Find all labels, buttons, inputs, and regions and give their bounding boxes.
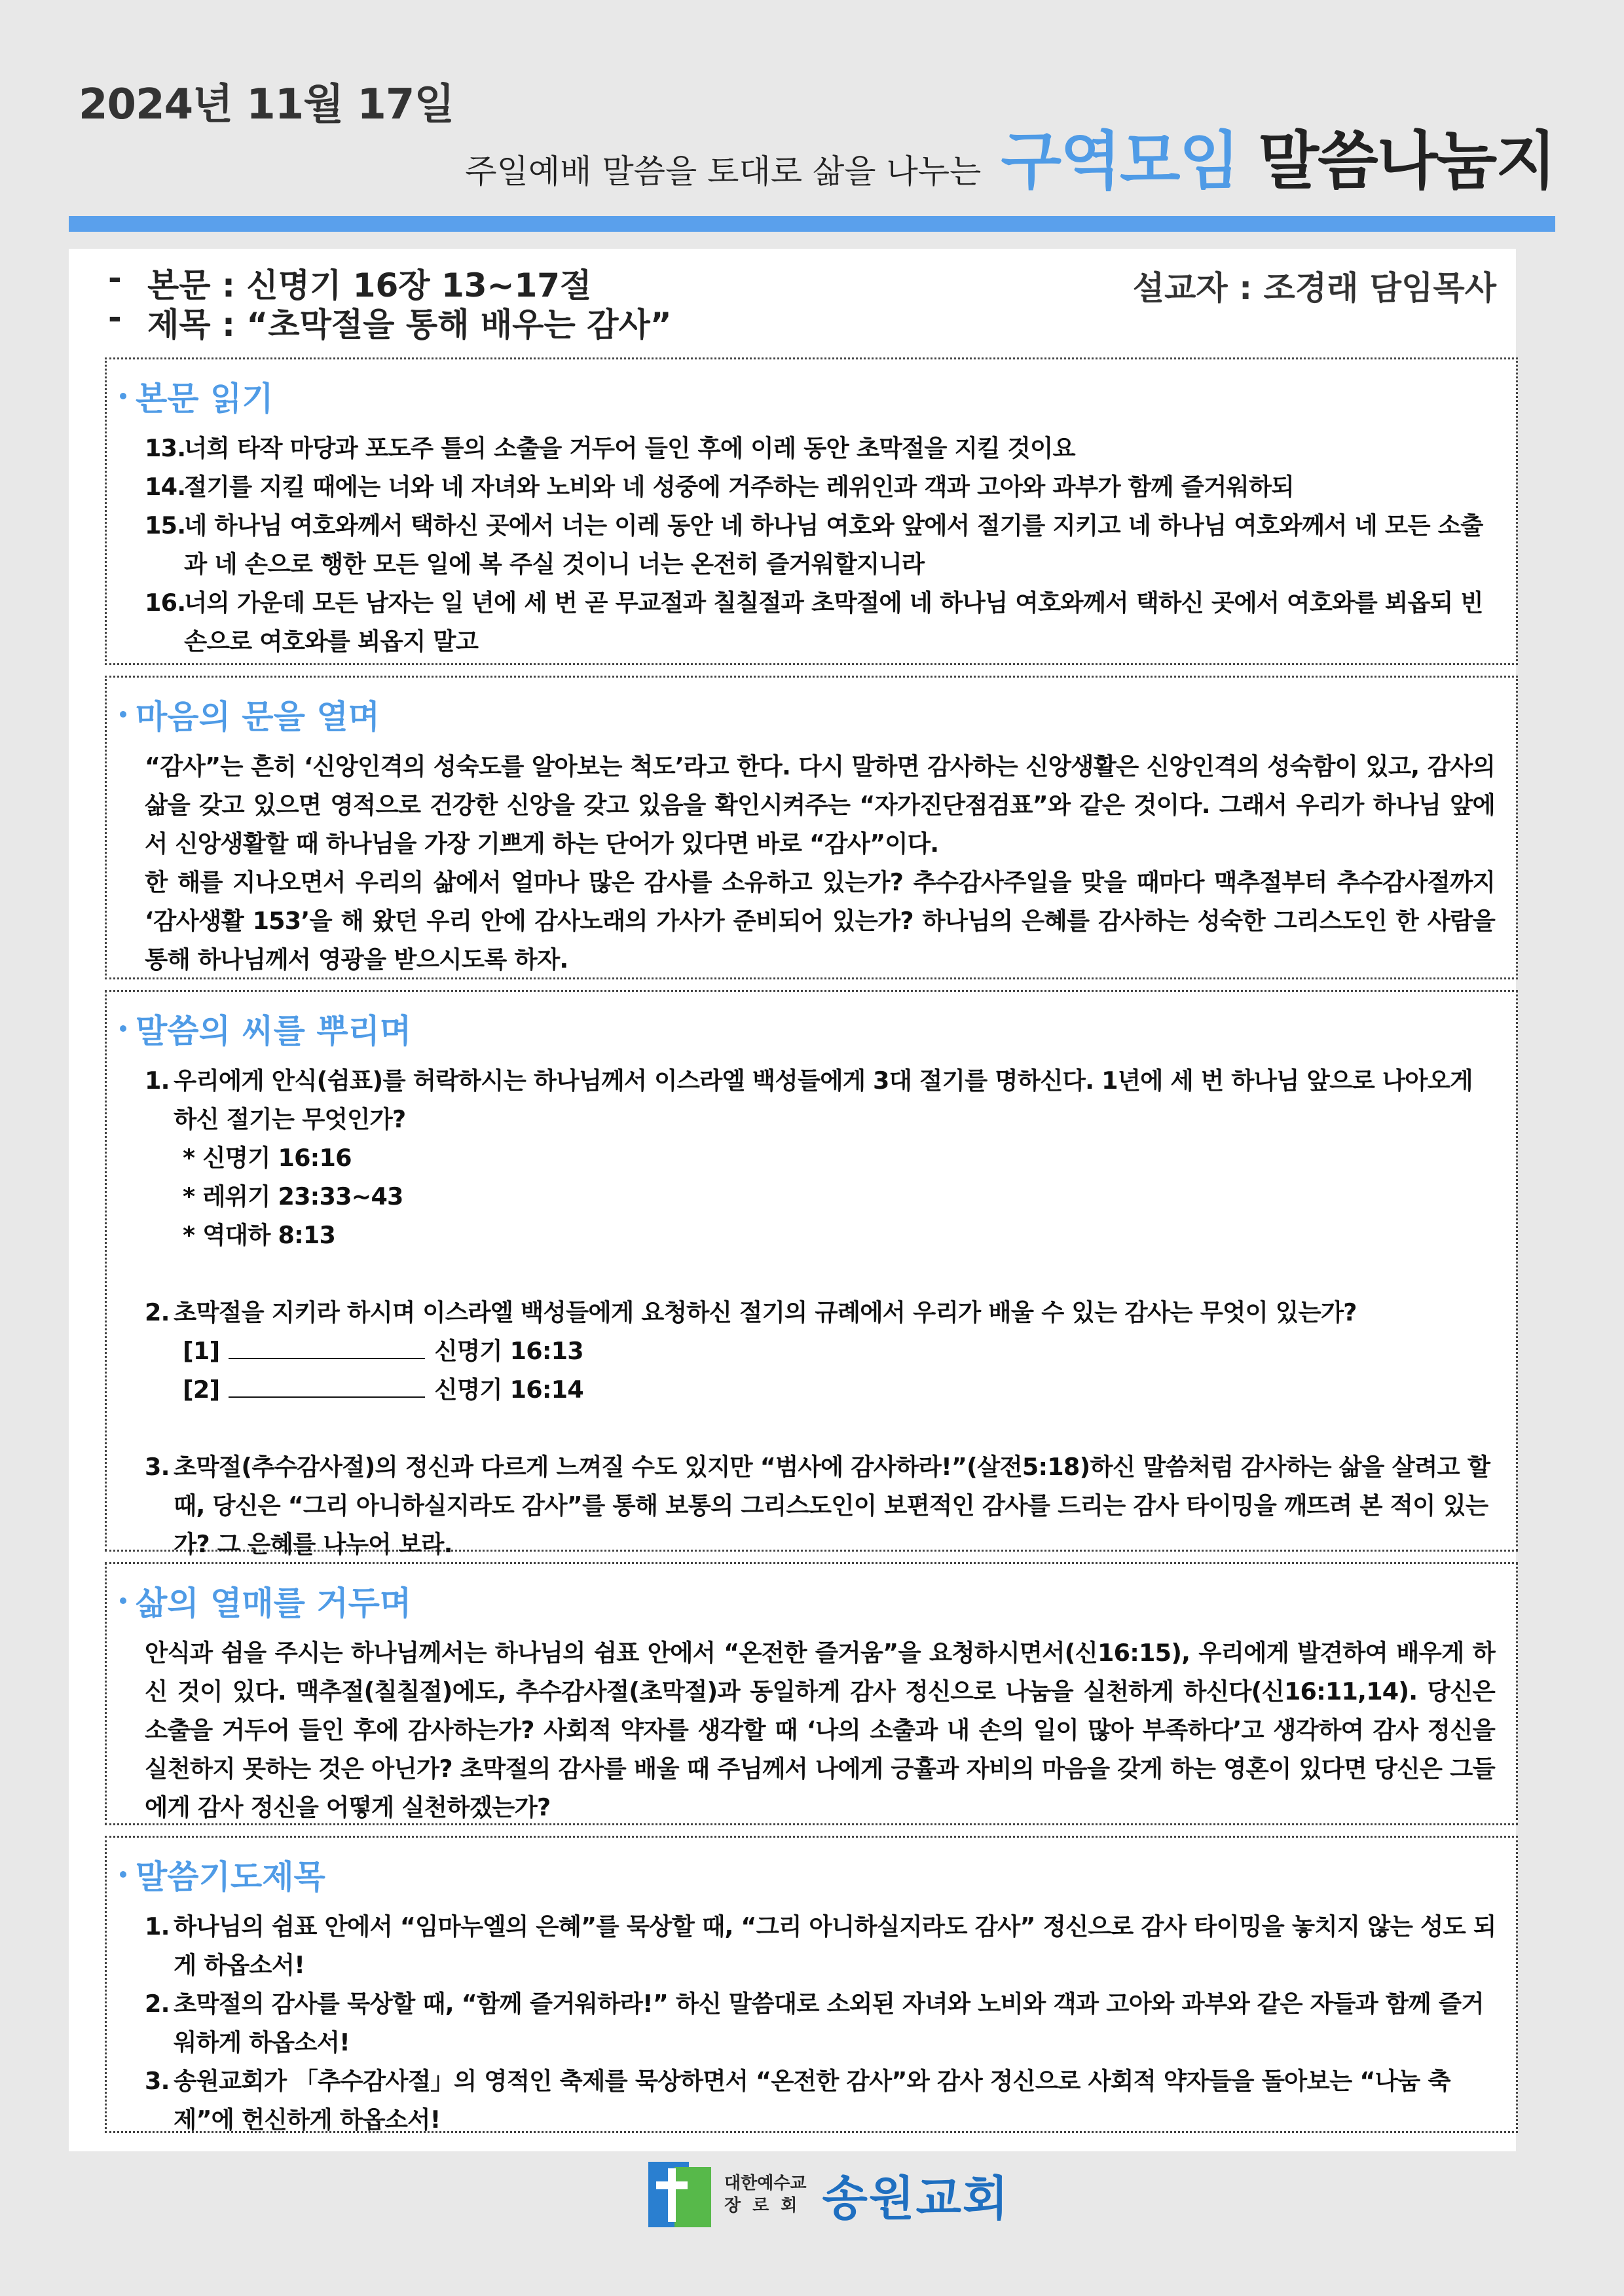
section-prayer-title-text: 말씀기도제목: [136, 1858, 325, 1896]
answer-blank-row: [120, 1370, 1498, 1409]
header-title-accent: 구역모임: [1001, 124, 1239, 198]
blank-ref: 신명기 16:13: [434, 1337, 583, 1365]
denomination-label: [724, 2172, 809, 2217]
section-reading-title: [120, 373, 1498, 420]
opening-paragraph: 한 해를 지나오면서 우리의 삶에서 얼마나 많은 감사를 소유하고 있는가? 추수감사주일을 맞을 때마다 맥추절부터 추수감사절까지 ‘감사생활 153’을 해 왔던 우리 안에 감사노래의 가사가 준비되어 있는가? 하나님의 은혜를 감사하는 성숙한 그리스도인 한 사람을 통해 하나님께서 영광을 받으시도록 하자.: [145, 868, 1495, 974]
bulletin-date: 2024년 11월 17일: [79, 81, 454, 129]
verse-text: 네 하나님 여호와께서 택하신 곳에서 너는 이레 동안 네 하나님 여호와 앞에서 절기를 지키고 네 하나님 여호와께서 네 모든 소출과 네 손으로 행한 모든 일에 복 주실 것이니 너는 온전히 즐거워할지니라: [184, 511, 1483, 578]
prayer-number: 3.: [145, 2067, 170, 2095]
prayer-text: 초막절의 감사를 묵상할 때, “함께 즐거워하라!” 하신 말씀대로 소외된 자녀와 노비와 객과 고아와 과부와 같은 자들과 함께 즐거워하게 하옵소서!: [174, 1990, 1484, 2056]
prayer-item: [120, 1984, 1498, 2062]
verse-item: [120, 583, 1498, 661]
prayer-text: 송원교회가 「추수감사절」의 영적인 축제를 묵상하면서 “온전한 감사”와 감사 정신으로 사회적 약자들을 돌아보는 “나눔 축제”에 헌신하게 하옵소서!: [174, 2067, 1450, 2134]
question-number: 2.: [145, 1298, 170, 1326]
sermon-title-text: 제목 : “초막절을 통해 배우는 감사”: [147, 306, 672, 344]
section-harvest: [105, 1562, 1518, 1825]
harvest-paragraph: 안식과 쉼을 주시는 하나님께서는 하나님의 쉼표 안에서 “온전한 즐거움”을 요청하시면서(신16:15), 우리에게 발견하여 배우게 하신 것이 있다. 맥추절(칠칠절)에도, 추수감사절(초막절)과 동일하게 감사 정신으로 나눔을 실천하게 하신다(신16:11,14). 당신은 소출을 거두어 들인 후에 감사하는가? 사회적 약자를 생각할 때 ‘나의 소출과 내 손의 일이 많아 부족하다’고 생각하여 감사 정신을 실천하지 못하는 것은 아닌가? 초막절의 감사를 배울 때 주님께서 나에게 긍휼과 자비의 마음을 갖게 하는 영혼이 있다면 당신은 그들에게 감사 정신을 어떻게 실천하겠는가?: [145, 1639, 1495, 1821]
section-prayer: [105, 1836, 1518, 2133]
passage-dash: -: [108, 259, 122, 297]
section-harvest-title: [120, 1577, 1498, 1624]
verse-text: 너희 타작 마당과 포도주 틀의 소출을 거두어 들인 후에 이레 동안 초막절을 지킬 것이요: [184, 434, 1075, 462]
verse-item: [120, 506, 1498, 583]
spacer: [120, 1254, 1498, 1293]
section-seeds-title: [120, 1005, 1498, 1052]
passage-text: 본문 : 신명기 16장 13~17절: [147, 266, 592, 304]
question-item: [120, 1061, 1498, 1139]
section-reading-title-text: 본문 읽기: [136, 380, 274, 418]
preacher-name: 설교자 : 조경래 담임목사: [1132, 269, 1496, 307]
verse-item: [120, 467, 1498, 506]
prayer-text: 하나님의 쉼표 안에서 “임마누엘의 은혜”를 묵상할 때, “그리 아니하실지라도 감사” 정신으로 감사 타이밍을 놓치지 않는 성도 되게 하옵소서!: [174, 1912, 1496, 1979]
answer-blank[interactable]: [229, 1333, 425, 1359]
answer-blank-row: [120, 1332, 1498, 1370]
verse-number: 14.: [145, 473, 186, 501]
denomination-text: 대한예수교: [724, 2174, 807, 2193]
section-opening-title-text: 마음의 문을 열며: [136, 698, 380, 736]
bullet-dot-icon: [120, 1597, 126, 1604]
verse-number: 15.: [145, 511, 186, 539]
bullet-dot-icon: [120, 1871, 126, 1878]
section-reading: [105, 357, 1518, 665]
prayer-item: [120, 1907, 1498, 1984]
verse-text: 너의 가운데 모든 남자는 일 년에 세 번 곧 무교절과 칠칠절과 초막절에 네 하나님 여호와께서 택하신 곳에서 여호와를 뵈옵되 빈손으로 여호와를 뵈옵지 말고: [184, 589, 1483, 655]
blank-ref: 신명기 16:14: [434, 1376, 583, 1404]
question-item: [120, 1293, 1498, 1332]
question-number: 1.: [145, 1066, 170, 1095]
question-text: 초막절을 지키라 하시며 이스라엘 백성들에게 요청하신 절기의 규례에서 우리가 배울 수 있는 감사는 무엇이 있는가?: [174, 1298, 1357, 1326]
bullet-dot-icon: [120, 393, 126, 399]
header-divider-bar: [69, 216, 1555, 232]
reading-verses: [120, 429, 1498, 661]
harvest-text: [120, 1633, 1498, 1827]
question-text: 초막절(추수감사절)의 정신과 다르게 느껴질 수도 있지만 “범사에 감사하라!”(살전5:18)하신 말씀처럼 감사하는 삶을 살려고 할 때, 당신은 “그리 아니하실지라도 감사”를 통해 보통의 그리스도인이 보편적인 감사를 드리는 감사 타이밍을 깨뜨려 본 적이 있는가? 그 은혜를 나누어 보라.: [174, 1453, 1490, 1558]
opening-text: [120, 747, 1498, 979]
header-title-main: 말씀나눔지: [1258, 124, 1555, 198]
seeds-questions: [120, 1061, 1498, 1563]
answer-blank[interactable]: [229, 1372, 425, 1398]
bullet-dot-icon: [120, 1025, 126, 1032]
question-text: 우리에게 안식(쉼표)를 허락하시는 하나님께서 이스라엘 백성들에게 3대 절기를 명하신다. 1년에 세 번 하나님 앞으로 나아오게 하신 절기는 무엇인가?: [174, 1066, 1473, 1133]
prayer-item: [120, 2062, 1498, 2139]
verse-item: [120, 429, 1498, 467]
blank-label: [1]: [183, 1337, 220, 1365]
section-harvest-title-text: 삶의 열매를 거두며: [136, 1584, 412, 1622]
header-title-row: [465, 111, 1555, 201]
section-seeds: [105, 990, 1518, 1558]
section-seeds-title-text: 말씀의 씨를 뿌리며: [136, 1012, 412, 1050]
prayer-number: 2.: [145, 1990, 170, 2018]
blank-label: [2]: [183, 1376, 220, 1404]
denomination-text-2: 장로회: [724, 2196, 809, 2215]
question-item: [120, 1448, 1498, 1563]
spacer: [120, 1409, 1498, 1448]
section-opening-title: [120, 691, 1498, 738]
verse-text: 절기를 지킬 때에는 너와 네 자녀와 노비와 네 성중에 거주하는 레위인과 객과 고아와 과부가 함께 즐거워하되: [184, 473, 1294, 501]
opening-paragraph: “감사”는 흔히 ‘신앙인격의 성숙도를 알아보는 척도’라고 한다. 다시 말하면 감사하는 신앙생활은 신앙인격의 성숙함이 있고, 감사의 삶을 갖고 있으면 영적으로 건강한 신앙을 갖고 있음을 확인시켜주는 “자가진단점검표”와 같은 것이다. 그래서 우리가 하나님 앞에서 신앙생활할 때 하나님을 가장 기쁘게 하는 단어가 있다면 바로 “감사”이다.: [145, 752, 1495, 858]
section-prayer-title: [120, 1851, 1498, 1898]
church-name: 송원교회: [822, 2171, 1010, 2226]
cross-logo-icon: [648, 2162, 711, 2227]
scripture-ref: * 신명기 16:16: [183, 1144, 352, 1172]
bullet-dot-icon: [120, 711, 126, 718]
verse-number: 16.: [145, 589, 186, 617]
prayer-items: [120, 1907, 1498, 2139]
sermon-title-line: [108, 299, 672, 346]
sermon-title-dash: -: [108, 299, 122, 337]
question-number: 3.: [145, 1453, 170, 1481]
content-sheet: [69, 249, 1516, 2151]
scripture-ref: * 역대하 8:13: [183, 1221, 336, 1249]
verse-number: 13.: [145, 434, 186, 462]
header-subtitle: 주일예배 말씀을 토대로 삶을 나누는: [465, 153, 982, 191]
scripture-ref: * 레위기 23:33~43: [183, 1182, 403, 1211]
section-opening: [105, 676, 1518, 979]
prayer-number: 1.: [145, 1912, 170, 1941]
church-logo: [648, 2160, 1010, 2229]
